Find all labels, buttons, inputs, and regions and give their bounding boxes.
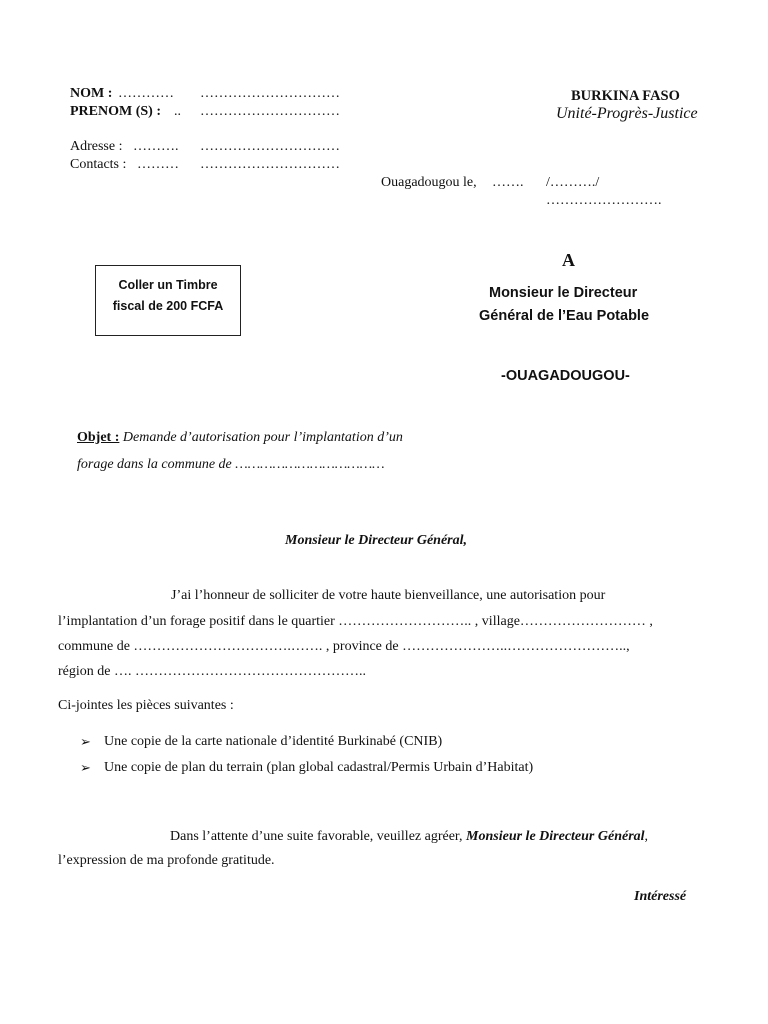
- fiscal-stamp-box: [95, 265, 241, 336]
- adresse-dots-long: …………………………: [200, 139, 340, 154]
- recipient-line-1: Monsieur le Directeur: [489, 285, 638, 301]
- closing-post: ,: [644, 829, 649, 844]
- country-motto: Unité-Progrès-Justice: [556, 105, 698, 122]
- recipient-city: -OUAGADOUGOU-: [501, 368, 630, 384]
- closing-line-2: l’expression de ma profonde gratitude.: [58, 853, 275, 868]
- nom-dots-long: …………………………: [200, 86, 340, 101]
- adresse-label: Adresse :: [70, 139, 123, 154]
- date-place: Ouagadougou le,: [381, 175, 477, 190]
- attachment-item: Une copie de plan du terrain (plan global cadastral/Permis Urbain d’Habitat): [104, 760, 534, 775]
- object-label: Objet :: [77, 430, 120, 445]
- body-line-3: commune de …………………………….……. , province de …………………..……………………..,: [58, 639, 630, 654]
- date-month-dots: /………./: [546, 175, 600, 190]
- stamp-line-2: fiscal de 200 FCFA: [112, 298, 224, 313]
- stamp-line-1: Coller un Timbre: [118, 277, 218, 292]
- salutation: Monsieur le Directeur Général,: [285, 533, 467, 548]
- recipient-a: A: [562, 250, 575, 270]
- nom-dots-short: …………: [118, 86, 174, 101]
- arrow-bullet-icon: ➢: [80, 734, 91, 749]
- contacts-label: Contacts :: [70, 157, 127, 172]
- signature: Intéressé: [634, 889, 687, 904]
- object-line-2: forage dans la commune de ………………………………: [77, 457, 385, 472]
- contacts-dots-long: …………………………: [200, 157, 340, 172]
- body-line-4: région de …. …………………………………………..: [58, 664, 366, 679]
- closing-bold: Monsieur le Directeur Général: [466, 829, 645, 844]
- object-line-1: [77, 430, 403, 446]
- attachment-item: Une copie de la carte nationale d’identité Burkinabé (CNIB): [104, 734, 443, 749]
- prenom-label: PRENOM (S) :: [70, 104, 161, 119]
- date-day-dots: …….: [492, 175, 524, 190]
- nom-label: NOM :: [70, 86, 113, 101]
- adresse-dots-short: ……….: [133, 139, 179, 154]
- closing-line-1: [170, 829, 648, 845]
- prenom-dots-long: …………………………: [200, 104, 340, 119]
- arrow-bullet-icon: ➢: [80, 760, 91, 775]
- closing-pre: Dans l’attente d’une suite favorable, veuillez agréer,: [170, 829, 463, 844]
- contacts-dots-short: ………: [137, 157, 179, 172]
- country-name: BURKINA FASO: [571, 88, 680, 104]
- object-text-1: Demande d’autorisation pour l’implantation d’un: [122, 430, 403, 445]
- body-line-1: J’ai l’honneur de solliciter de votre haute bienveillance, une autorisation pour: [171, 588, 606, 603]
- attachments-intro: Ci-jointes les pièces suivantes :: [58, 698, 234, 713]
- prenom-dots-short: ..: [174, 104, 181, 119]
- date-year-dots: …………………….: [546, 193, 662, 208]
- recipient-line-2: Général de l’Eau Potable: [479, 308, 650, 324]
- body-line-2: l’implantation d’un forage positif dans le quartier ……………………….. , village……………………… ,: [58, 614, 653, 629]
